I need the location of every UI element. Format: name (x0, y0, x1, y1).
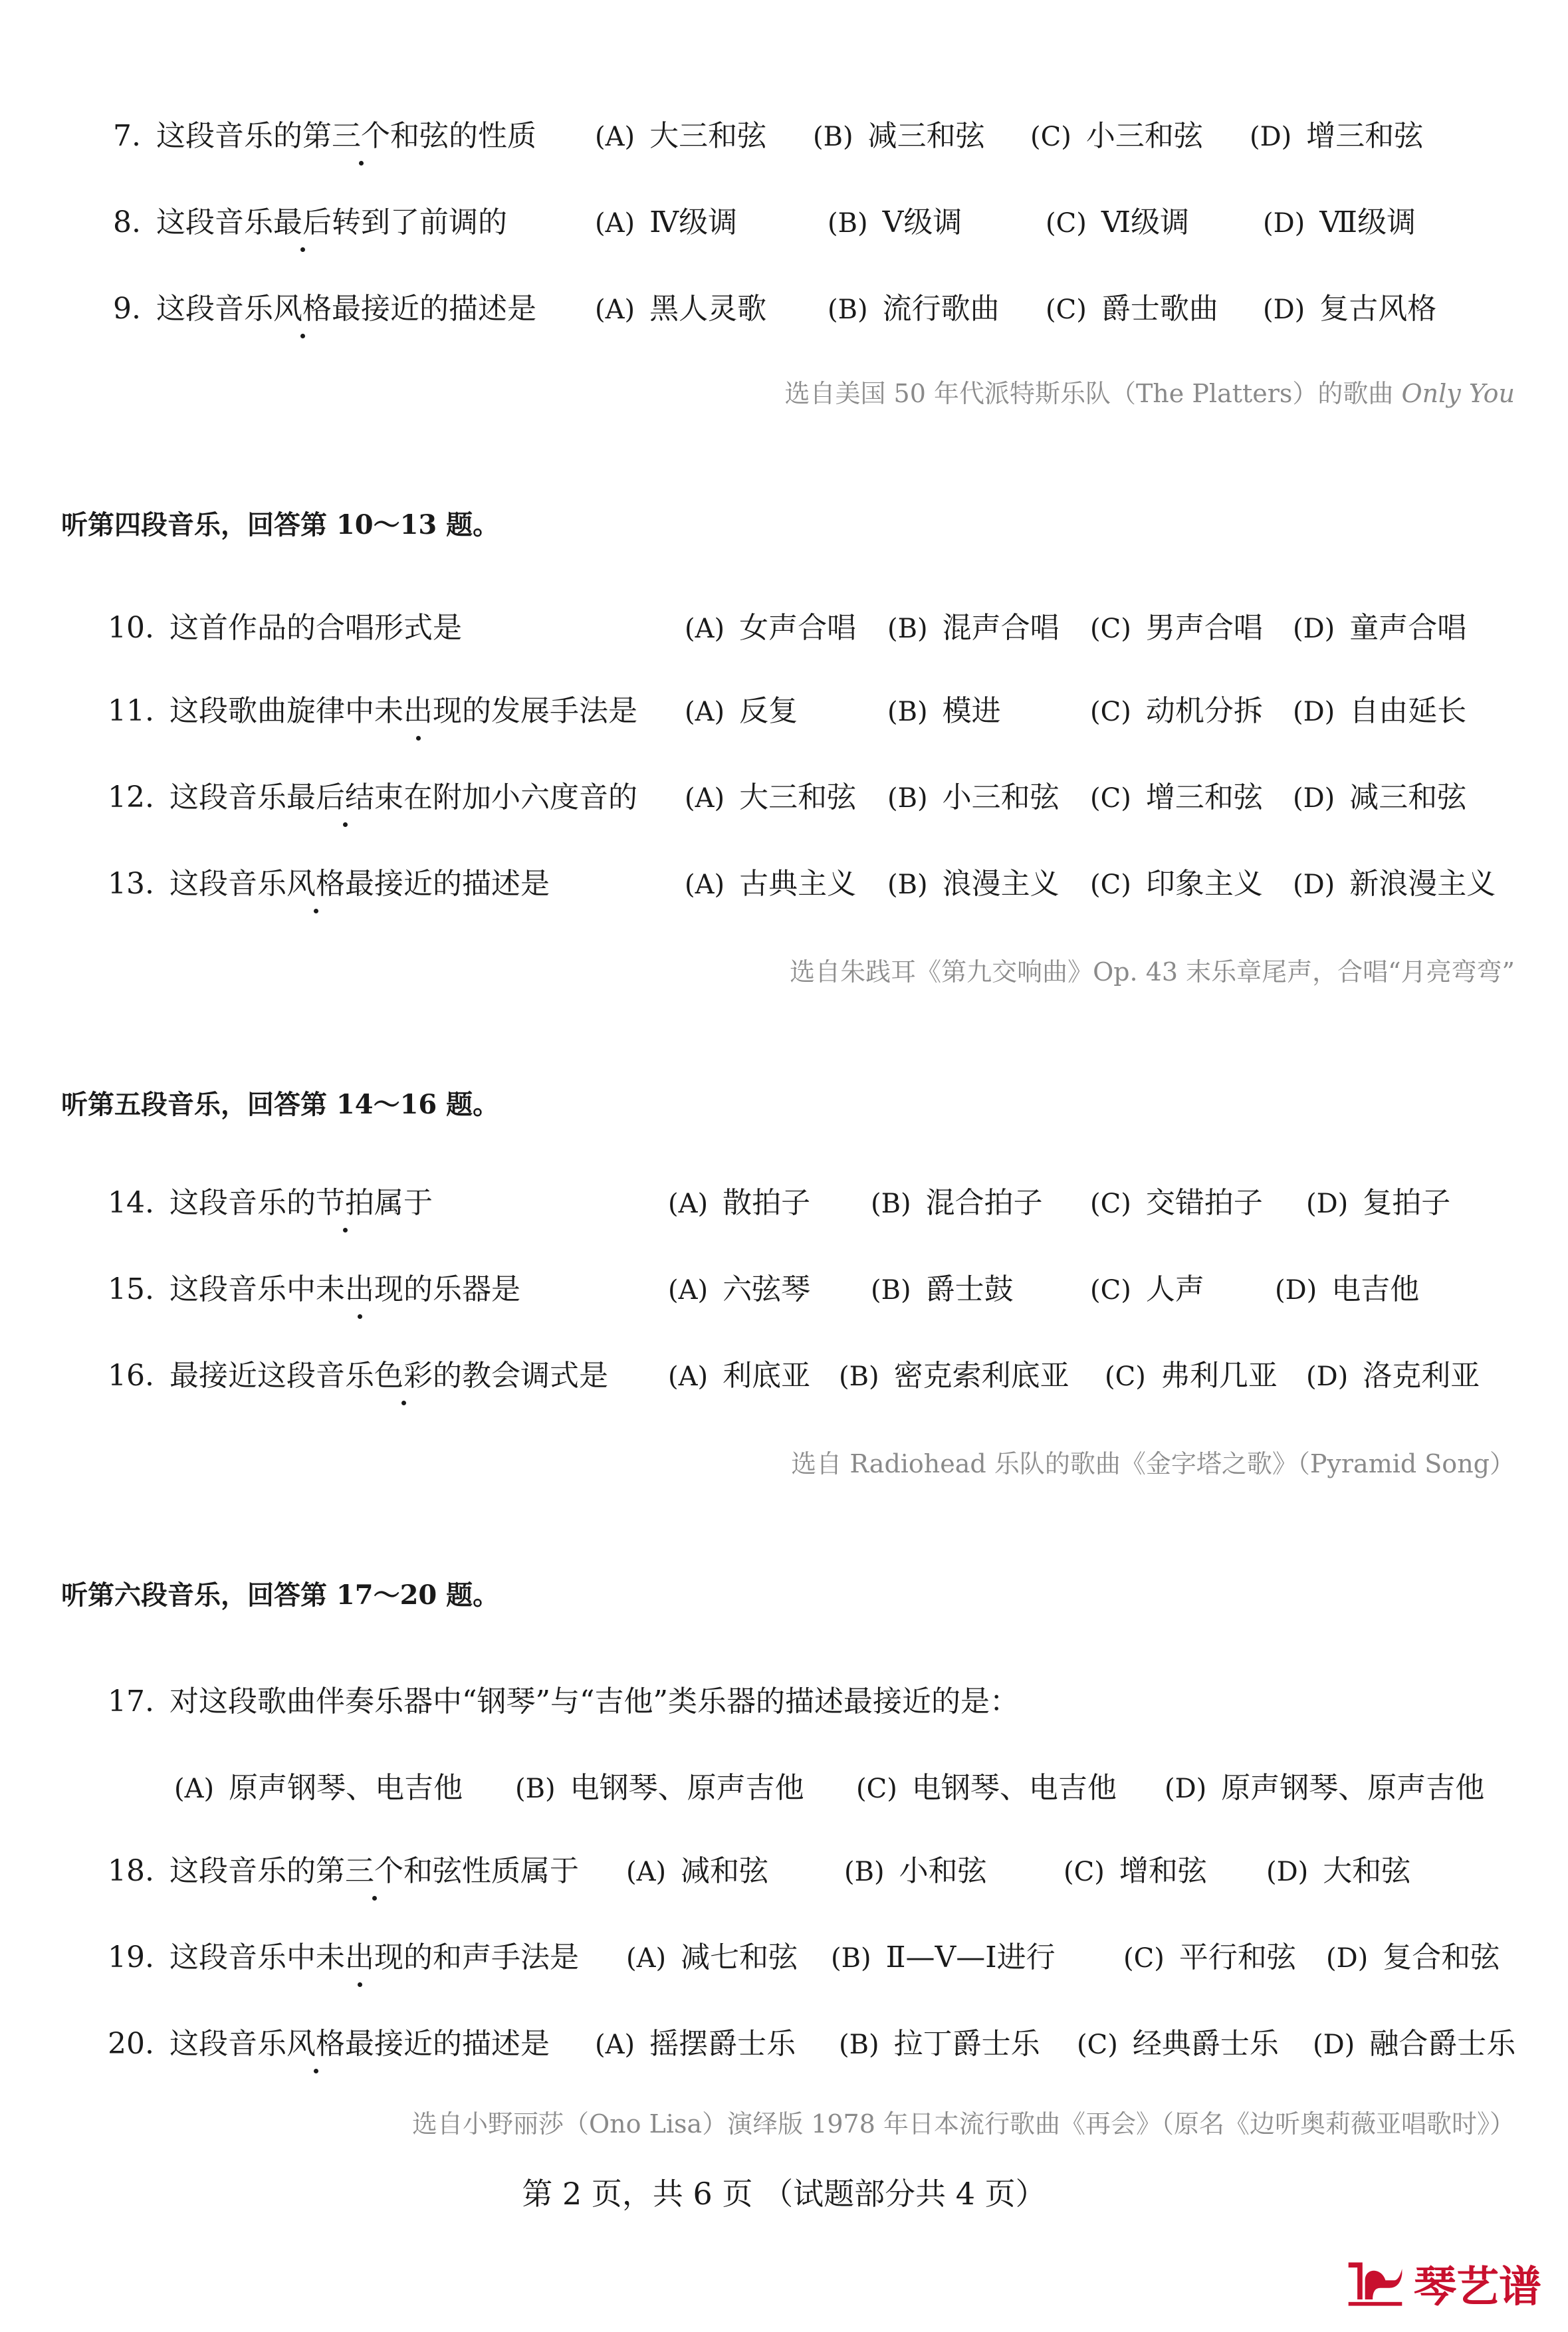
question-20 (0, 2018, 1568, 2071)
question-stem: 对这段歌曲伴奏乐器中“钢琴”与“吉他”类乐器的描述最接近的是： (169, 1685, 1019, 1718)
option-a: (A) 女声合唱 (685, 611, 857, 645)
question-17-options (0, 1762, 1568, 1815)
question-17 (0, 1675, 1568, 1728)
option-d: (D) 减三和弦 (1293, 780, 1467, 814)
question-stem: 这段音乐最后结束在附加小六度音的 (169, 771, 637, 824)
option-d: (D) 融合爵士乐 (1313, 2027, 1516, 2061)
option-d: (D) 复拍子 (1306, 1186, 1451, 1220)
option-d: (D) 自由延长 (1293, 694, 1467, 728)
option-d: (D) 大和弦 (1266, 1854, 1411, 1888)
question-number: 16. (108, 1359, 154, 1393)
option-b: (B) 模进 (887, 694, 1001, 728)
option-a: (A) 摇摆爵士乐 (595, 2027, 796, 2061)
question-stem: 这段音乐风格最接近的描述是 (169, 2018, 550, 2071)
option-b: (B) 减三和弦 (813, 119, 985, 153)
option-c: (C) 男声合唱 (1090, 611, 1263, 645)
option-c: (C) Ⅵ级调 (1046, 205, 1190, 239)
option-a: (A) 减七和弦 (626, 1940, 798, 1974)
question-stem: 这段音乐风格最接近的描述是 (156, 283, 536, 336)
option-a: (A) 反复 (685, 694, 798, 728)
question-9 (0, 283, 1568, 336)
option-d: (D) 复古风格 (1263, 292, 1437, 326)
option-d: (D) 新浪漫主义 (1293, 867, 1496, 901)
option-b: (B) 浪漫主义 (887, 867, 1060, 901)
question-stem: 这段音乐中未出现的和声手法是 (169, 1931, 579, 1984)
option-b: (B) Ⅴ级调 (828, 205, 962, 239)
question-number: 17. (108, 1685, 154, 1718)
option-b: (B) 电钢琴、原声吉他 (515, 1771, 804, 1805)
option-c: (C) 小三和弦 (1030, 119, 1203, 153)
section-heading-4: 听第四段音乐，回答第 10～13 题。 (61, 509, 500, 540)
option-d: (D) 电吉他 (1275, 1272, 1420, 1306)
option-d: (D) 复合和弦 (1326, 1940, 1500, 1974)
question-number: 10. (108, 611, 154, 645)
option-c: (C) 弗利几亚 (1105, 1359, 1278, 1393)
option-c: (C) 平行和弦 (1123, 1940, 1296, 1974)
question-10 (0, 602, 1568, 655)
option-c: (C) 动机分拆 (1090, 694, 1263, 728)
section-heading-6: 听第六段音乐，回答第 17～20 题。 (61, 1579, 500, 1611)
option-b: (B) 爵士鼓 (871, 1272, 1014, 1306)
question-16 (0, 1349, 1568, 1403)
question-number: 20. (108, 2027, 154, 2061)
question-19 (0, 1931, 1568, 1984)
option-a: (A) Ⅳ级调 (595, 205, 738, 239)
option-c: (C) 爵士歌曲 (1046, 292, 1218, 326)
option-c: (C) 人声 (1090, 1272, 1204, 1306)
option-a: (A) 利底亚 (668, 1359, 811, 1393)
question-number: 12. (108, 780, 154, 814)
source-note-3: 选自美国 50 年代派特斯乐队（The Platters）的歌曲 Only You (784, 379, 1515, 408)
option-c: (C) 经典爵士乐 (1077, 2027, 1279, 2061)
question-11 (0, 685, 1568, 738)
question-stem: 这段音乐的节拍属于 (169, 1177, 433, 1230)
question-8 (0, 196, 1568, 249)
question-stem: 最接近这段音乐色彩的教会调式是 (169, 1349, 608, 1403)
option-d: (D) 童声合唱 (1293, 611, 1467, 645)
option-a: (A) 大三和弦 (685, 780, 857, 814)
option-d: (D) Ⅶ级调 (1263, 205, 1416, 239)
question-stem: 这段歌曲旋律中未出现的发展手法是 (169, 685, 637, 738)
section-heading-5: 听第五段音乐，回答第 14～16 题。 (61, 1089, 500, 1120)
option-c: (C) 印象主义 (1090, 867, 1263, 901)
option-b: (B) 混声合唱 (887, 611, 1060, 645)
question-number: 19. (108, 1940, 154, 1974)
question-15 (0, 1263, 1568, 1316)
question-stem: 这段音乐的第三个和弦的性质 (156, 110, 536, 163)
option-a: (A) 大三和弦 (595, 119, 767, 153)
option-a: (A) 六弦琴 (668, 1272, 811, 1306)
question-13 (0, 858, 1568, 911)
question-number: 8. (113, 205, 141, 239)
option-b: (B) 小和弦 (844, 1854, 987, 1888)
source-note-6: 选自小野丽莎（Ono Lisa）演绎版 1978 年日本流行歌曲《再会》（原名《边听奥莉薇亚唱歌时》） (412, 2109, 1515, 2139)
option-c: (C) 增和弦 (1064, 1854, 1207, 1888)
option-b: (B) Ⅱ—Ⅴ—Ⅰ进行 (831, 1940, 1056, 1974)
brand-logo (1343, 2254, 1541, 2313)
option-a: (A) 古典主义 (685, 867, 857, 901)
option-b: (B) 小三和弦 (887, 780, 1060, 814)
question-number: 14. (108, 1186, 154, 1220)
question-14 (0, 1177, 1568, 1230)
question-number: 7. (113, 119, 141, 153)
option-c: (C) 交错拍子 (1090, 1186, 1263, 1220)
question-number: 11. (108, 694, 154, 728)
question-number: 13. (108, 867, 154, 901)
option-b: (B) 拉丁爵士乐 (839, 2027, 1040, 2061)
option-a: (A) 减和弦 (626, 1854, 769, 1888)
question-stem: 这段音乐中未出现的乐器是 (169, 1263, 520, 1316)
question-7 (0, 110, 1568, 163)
option-b: (B) 密克索利底亚 (839, 1359, 1069, 1393)
question-number: 18. (108, 1854, 154, 1888)
option-b: (B) 流行歌曲 (828, 292, 1000, 326)
option-a: (A) 黑人灵歌 (595, 292, 767, 326)
option-d: (D) 原声钢琴、原声吉他 (1165, 1771, 1485, 1805)
option-d: (D) 增三和弦 (1250, 119, 1424, 153)
page-footer: 第 2 页，共 6 页 （试题部分共 4 页） (522, 2176, 1046, 2212)
source-note-4: 选自朱践耳《第九交响曲》Op. 43 末乐章尾声，合唱“月亮弯弯” (790, 957, 1515, 987)
source-note-5: 选自 Radiohead 乐队的歌曲《金字塔之歌》（Pyramid Song） (791, 1449, 1515, 1478)
option-b: (B) 混合拍子 (871, 1186, 1043, 1220)
question-number: 9. (113, 292, 141, 326)
question-number: 15. (108, 1272, 154, 1306)
question-18 (0, 1845, 1568, 1898)
question-stem: 这首作品的合唱形式是 (169, 611, 462, 645)
question-12 (0, 771, 1568, 824)
question-stem: 这段音乐最后转到了前调的 (156, 196, 507, 249)
question-stem: 这段音乐风格最接近的描述是 (169, 858, 550, 911)
brand-name: 琴艺谱 (1414, 2263, 1541, 2312)
option-a: (A) 原声钢琴、电吉他 (174, 1771, 463, 1805)
option-a: (A) 散拍子 (668, 1186, 811, 1220)
option-c: (C) 增三和弦 (1090, 780, 1263, 814)
piano-logo-icon (1343, 2254, 1407, 2313)
question-stem: 这段音乐的第三个和弦性质属于 (169, 1845, 579, 1898)
option-d: (D) 洛克利亚 (1306, 1359, 1480, 1393)
option-c: (C) 电钢琴、电吉他 (856, 1771, 1117, 1805)
